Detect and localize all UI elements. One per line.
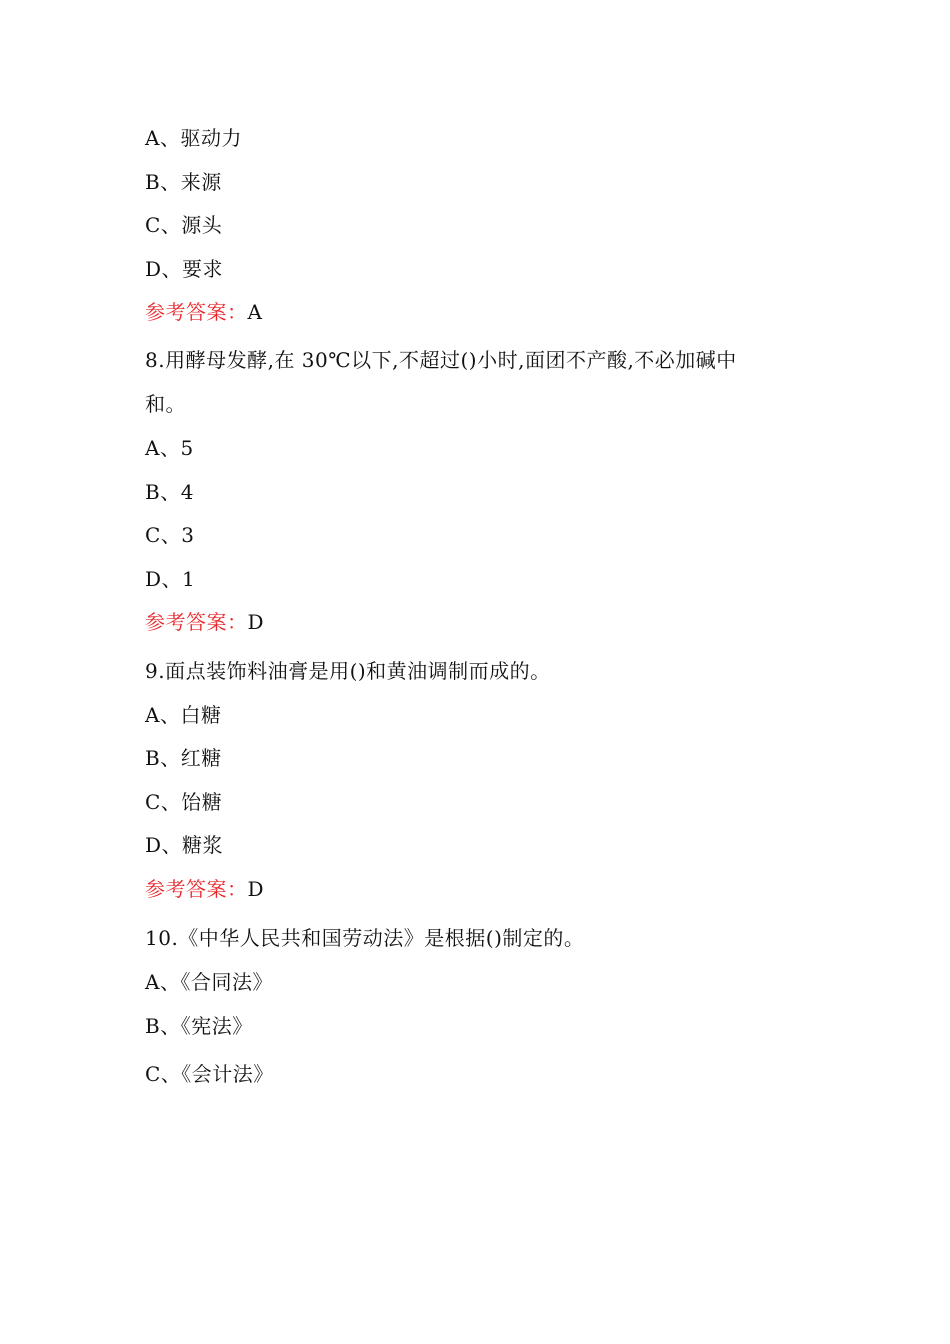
option-b: B、来源 xyxy=(145,170,222,194)
answer-label: 参考答案： xyxy=(145,610,248,634)
question-stem-continuation: 和。 xyxy=(145,392,186,416)
option-c: C、源头 xyxy=(145,213,223,237)
option-b: B、《宪法》 xyxy=(145,1014,253,1038)
option-a: A、驱动力 xyxy=(145,126,242,150)
option-c: C、3 xyxy=(145,523,195,547)
option-d: D、1 xyxy=(145,567,196,591)
answer-line xyxy=(145,298,262,326)
option-d: D、要求 xyxy=(145,257,224,281)
option-c: C、饴糖 xyxy=(145,790,223,814)
question-stem: 8.用酵母发酵,在 30℃以下,不超过()小时,面团不产酸,不必加碱中 xyxy=(145,348,737,372)
answer-value: D xyxy=(247,610,265,634)
option-a: A、5 xyxy=(145,436,194,460)
option-b: B、4 xyxy=(145,480,194,504)
answer-label: 参考答案： xyxy=(145,877,248,901)
answer-value: A xyxy=(247,300,263,324)
answer-label: 参考答案： xyxy=(145,300,248,324)
question-stem: 9.面点装饰料油膏是用()和黄油调制而成的。 xyxy=(145,659,551,683)
answer-value: D xyxy=(247,877,265,901)
answer-line xyxy=(145,875,264,903)
option-d: D、糖浆 xyxy=(145,833,224,857)
option-a: A、白糖 xyxy=(145,703,222,727)
option-a: A、《合同法》 xyxy=(145,970,273,994)
option-b: B、红糖 xyxy=(145,746,222,770)
option-c: C、《会计法》 xyxy=(145,1062,274,1086)
question-stem: 10.《中华人民共和国劳动法》是根据()制定的。 xyxy=(145,926,585,950)
answer-line xyxy=(145,608,264,636)
